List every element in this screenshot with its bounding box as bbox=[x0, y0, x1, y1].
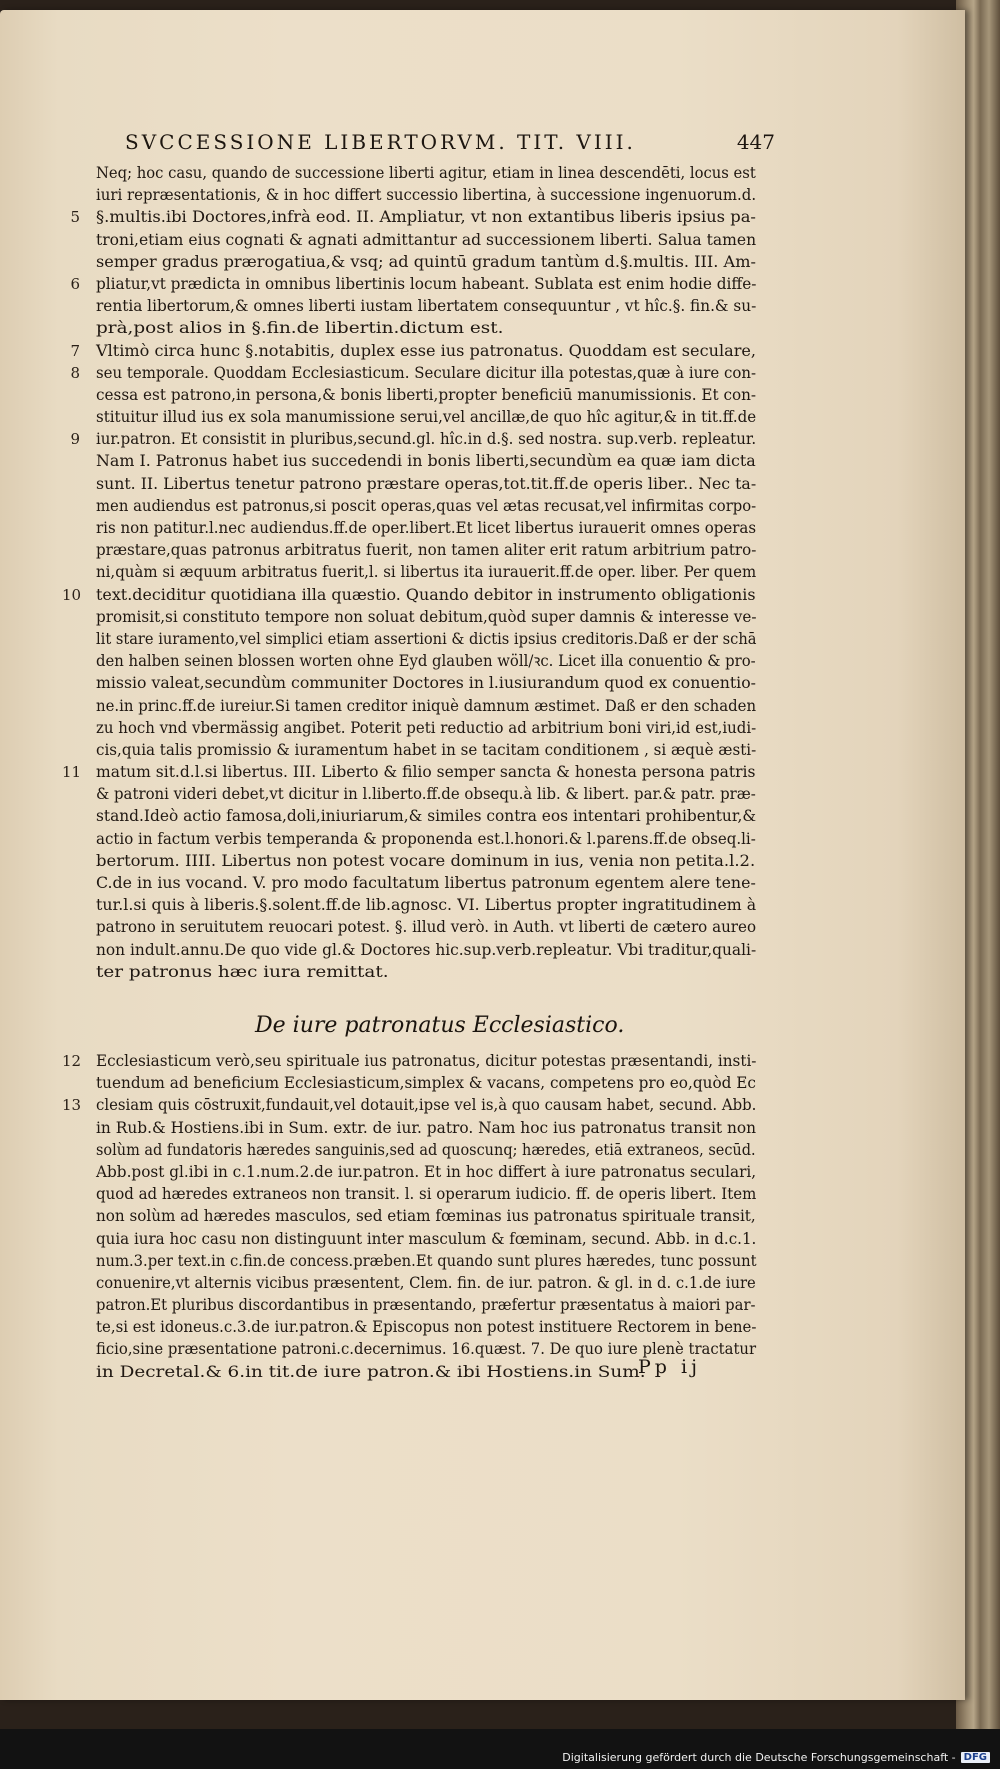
text-line bbox=[62, 761, 762, 783]
line-text: C.de in ius vocand. V. pro modo facultatum libertus patronum egentem alere tene- bbox=[96, 873, 756, 892]
line-text: text.deciditur quotidiana illa quæstio. Quando debitor in instrumento obligationis bbox=[96, 584, 756, 604]
text-line bbox=[62, 1183, 762, 1205]
line-text: Vltimò circa hunc §.notabitis, duplex esse ius patronatus. Quoddam est seculare, bbox=[96, 340, 757, 360]
line-text: ris non patitur.l.nec audiendus.ff.de oper.libert.Et licet libertus iurauerit omnes operas bbox=[96, 518, 757, 537]
line-number: 7 bbox=[70, 341, 80, 360]
line-text: men audiendus est patronus,si poscit operas,quas vel ætas recusat,vel infirmitas corpo- bbox=[96, 495, 757, 515]
line-number: 8 bbox=[70, 363, 80, 382]
text-line bbox=[62, 273, 762, 295]
line-text: stand.Ideò actio famosa,doli,iniuriarum,& similes contra eos intentari prohibentur,& bbox=[96, 806, 757, 826]
text-line bbox=[62, 495, 762, 517]
footer-bar bbox=[0, 1729, 1000, 1769]
text-line bbox=[62, 1161, 762, 1183]
text-line bbox=[62, 650, 762, 672]
line-number: 12 bbox=[62, 1052, 82, 1070]
text-line bbox=[62, 539, 762, 561]
line-text: ne.in princ.ff.de iureiur.Si tamen creditor iniquè damnum æstimet. Daß er den schaden bbox=[96, 695, 757, 715]
text-line bbox=[62, 783, 762, 805]
text-line bbox=[62, 340, 762, 362]
text-line bbox=[62, 606, 762, 628]
text-line bbox=[62, 1205, 762, 1227]
line-text: matum sit.d.l.si libertus. III. Liberto & filio semper sancta & honesta persona patris bbox=[96, 762, 756, 782]
text-line bbox=[62, 1117, 762, 1139]
text-line bbox=[62, 162, 762, 184]
line-text: Neq; hoc casu, quando de successione liberti agitur, etiam in linea descendēti, locus est bbox=[96, 163, 756, 182]
line-text: den halben seinen blossen worten ohne Eyd glauben wöll/ꝛc. Licet illa conuentio & pro- bbox=[96, 651, 756, 671]
line-text: clesiam quis cōstruxit,fundauit,vel dotauit,ipse vel is,à quo causam habet, secund. Abb. bbox=[96, 1095, 757, 1115]
line-text: & patroni videri debet,vt dicitur in l.liberto.ff.de obsequ.à lib. & libert. par.& patr. præ- bbox=[96, 784, 756, 804]
line-text: conuenire,vt alternis vicibus præsentent, Clem. fin. de iur. patron. & gl. in d. c.1.de iure bbox=[96, 1272, 756, 1292]
line-number: 13 bbox=[62, 1096, 82, 1115]
line-text: num.3.per text.in c.fin.de concess.præben.Et quando sunt plures hæredes, tunc possunt bbox=[96, 1250, 757, 1270]
line-text: te,si est idoneus.c.3.de iur.patron.& Episcopus non potest instituere Rectorem in bene- bbox=[96, 1317, 757, 1337]
text-line bbox=[62, 295, 762, 317]
line-text: stituitur illud ius ex sola manumissione serui,vel ancillæ,de quo hîc agitur,& in tit.ff.de bbox=[96, 407, 757, 427]
line-text: cessa est patrono,in persona,& bonis liberti,propter beneficiū manumissionis. Et con- bbox=[96, 384, 757, 404]
line-text: prà,post alios in §.fin.de libertin.dictum est. bbox=[96, 318, 504, 338]
text-line bbox=[62, 805, 762, 827]
text-line bbox=[62, 1050, 762, 1072]
line-text: semper gradus prærogatiua,& vsq; ad quintū gradum tantùm d.§.multis. III. Am- bbox=[96, 251, 756, 271]
text-line bbox=[62, 1316, 762, 1338]
line-text: sunt. II. Libertus tenetur patrono præstare operas,tot.tit.ff.de operis liber.. Nec ta- bbox=[96, 473, 757, 493]
body-text-section-2 bbox=[62, 1050, 762, 1383]
line-text: ni,quàm si æquum arbitratus fuerit,l. si libertus ita iurauerit.ff.de oper. liber. Per quem bbox=[96, 562, 757, 582]
text-line bbox=[62, 251, 762, 273]
page-number: 447 bbox=[736, 130, 775, 154]
line-text: lit stare iuramento,vel simplici etiam assertioni & dictis ipsius creditoris.Daß er der schā bbox=[96, 628, 757, 648]
credit-text: Digitalisierung gefördert durch die Deutsche Forschungsgemeinschaft - bbox=[562, 1751, 956, 1764]
text-line bbox=[62, 450, 762, 472]
text-line bbox=[62, 916, 762, 938]
line-text: quia iura hoc casu non distinguunt inter masculum & fœminam, secund. Abb. in d.c.1. bbox=[96, 1228, 757, 1248]
line-text: tuendum ad beneficium Ecclesiasticum,simplex & vacans, competens pro eo,quòd Ec bbox=[96, 1073, 756, 1093]
running-head-title: SVCCESSIONE LIBERTORVM. TIT. VIII. bbox=[125, 130, 636, 154]
text-line bbox=[62, 1228, 762, 1250]
text-line bbox=[62, 362, 762, 384]
line-text: bertorum. IIII. Libertus non potest vocare dominum in ius, venia non petita.l.2. bbox=[96, 850, 756, 870]
text-line bbox=[62, 961, 762, 983]
text-line bbox=[62, 939, 762, 961]
line-text: ter patronus hæc iura remittat. bbox=[96, 961, 389, 981]
text-line bbox=[62, 695, 762, 717]
line-text: seu temporale. Quoddam Ecclesiasticum. Seculare dicitur illa potestas,quæ à iure con- bbox=[96, 362, 757, 382]
line-text: præstare,quas patronus arbitratus fuerit, non tamen aliter erit ratum arbitrium patro- bbox=[96, 540, 757, 560]
line-text: rentia libertorum,& omnes liberti iustam libertatem consequuntur , vt hîc.§. fin.& su- bbox=[96, 296, 757, 316]
line-text: troni,etiam eius cognati & agnati admittantur ad successionem liberti. Salua tamen bbox=[96, 229, 757, 249]
text-line bbox=[62, 1139, 762, 1161]
line-text: iur.patron. Et consistit in pluribus,secund.gl. hîc.in d.§. sed nostra. sup.verb. repleatur. bbox=[96, 429, 757, 449]
line-text: solùm ad fundatoris hæredes sanguinis,sed ad quoscunq; hæredes, etiā extraneos, secūd. bbox=[96, 1139, 756, 1159]
line-text: iuri repræsentationis, & in hoc differt successio libertina, à successione ingenuorum.d. bbox=[96, 185, 757, 205]
line-text: Nam I. Patronus habet ius succedendi in bonis liberti,secundùm ea quæ iam dicta bbox=[96, 451, 756, 471]
text-line bbox=[62, 1072, 762, 1094]
text-line bbox=[62, 872, 762, 894]
text-line bbox=[62, 561, 762, 583]
line-text: patrono in seruitutem reuocari potest. §. illud verò. in Auth. vt liberti de cætero aureo bbox=[96, 917, 757, 937]
scanned-page bbox=[0, 10, 965, 1700]
text-line bbox=[62, 672, 762, 694]
line-text: in Decretal.& 6.in tit.de iure patron.& ibi Hostiens.in Sum. bbox=[96, 1361, 646, 1381]
line-text: non indult.annu.De quo vide gl.& Doctores hic.sup.verb.repleatur. Vbi traditur,quali- bbox=[96, 939, 757, 959]
running-head bbox=[125, 130, 775, 154]
line-number: 10 bbox=[62, 585, 82, 604]
line-text: Abb.post gl.ibi in c.1.num.2.de iur.patron. Et in hoc differt à iure patronatus seculari, bbox=[96, 1161, 757, 1181]
text-line bbox=[62, 1094, 762, 1116]
text-line bbox=[62, 717, 762, 739]
line-text: actio in factum verbis temperanda & proponenda est.l.honori.& l.parens.ff.de obseq.li- bbox=[96, 828, 756, 848]
line-text: ficio,sine præsentatione patroni.c.decernimus. 16.quæst. 7. De quo iure plenè tractatur bbox=[96, 1339, 757, 1359]
line-text: Ecclesiasticum verò,seu spirituale ius patronatus, dicitur potestas præsentandi, insti- bbox=[96, 1051, 757, 1070]
line-text: tur.l.si quis à liberis.§.solent.ff.de lib.agnosc. VI. Libertus propter ingratitudinem à bbox=[96, 895, 757, 915]
line-number: 9 bbox=[70, 430, 80, 449]
line-text: cis,quia talis promissio & iuramentum habet in se tacitam conditionem , si æquè æsti- bbox=[96, 739, 757, 759]
text-line bbox=[62, 406, 762, 428]
line-text: zu hoch vnd vbermässig angibet. Poterit peti reductio ad arbitrium boni viri,id est,iudi- bbox=[96, 717, 757, 737]
text-line bbox=[62, 206, 762, 228]
text-line bbox=[62, 739, 762, 761]
text-line bbox=[62, 894, 762, 916]
dfg-logo: DFG bbox=[961, 1752, 990, 1763]
line-text: pliatur,vt prædicta in omnibus libertinis locum habeant. Sublata est enim hodie diffe- bbox=[96, 273, 757, 293]
line-number: 5 bbox=[70, 208, 80, 227]
line-text: missio valeat,secundùm communiter Doctores in l.iusiurandum quod ex conuentio- bbox=[96, 673, 756, 693]
line-text: quod ad hæredes extraneos non transit. l. si operarum iudicio. ff. de operis libert. Item bbox=[96, 1184, 757, 1204]
line-text: in Rub.& Hostiens.ibi in Sum. extr. de iur. patro. Nam hoc ius patronatus transit non bbox=[96, 1117, 757, 1137]
text-line bbox=[62, 317, 762, 339]
text-line bbox=[62, 1294, 762, 1316]
line-text: §.multis.ibi Doctores,infrà eod. II. Ampliatur, vt non extantibus liberis ipsius pa- bbox=[96, 207, 756, 227]
line-text: promisit,si constituto tempore non soluat debitum,quòd super damnis & interesse ve- bbox=[96, 606, 757, 626]
line-number: 11 bbox=[62, 763, 82, 782]
text-line bbox=[62, 850, 762, 872]
text-line bbox=[62, 184, 762, 206]
line-text: patron.Et pluribus discordantibus in præsentando, præfertur præsentatus à maiori par- bbox=[96, 1295, 756, 1315]
signature-mark: Pp ij bbox=[638, 1356, 701, 1378]
digitization-credit bbox=[562, 1751, 990, 1764]
section-heading: De iure patronatus Ecclesiastico. bbox=[255, 1013, 625, 1038]
line-number: 6 bbox=[70, 274, 80, 293]
text-line bbox=[62, 584, 762, 606]
text-line bbox=[62, 828, 762, 850]
text-line bbox=[62, 1272, 762, 1294]
text-line bbox=[62, 229, 762, 251]
text-line bbox=[62, 628, 762, 650]
text-line bbox=[62, 473, 762, 495]
line-text: non solùm ad hæredes masculos, sed etiam fœminas ius patronatus spirituale transit, bbox=[96, 1206, 756, 1226]
text-line bbox=[62, 517, 762, 539]
text-line bbox=[62, 1250, 762, 1272]
text-line bbox=[62, 384, 762, 406]
body-text bbox=[62, 162, 762, 983]
text-line bbox=[62, 428, 762, 450]
